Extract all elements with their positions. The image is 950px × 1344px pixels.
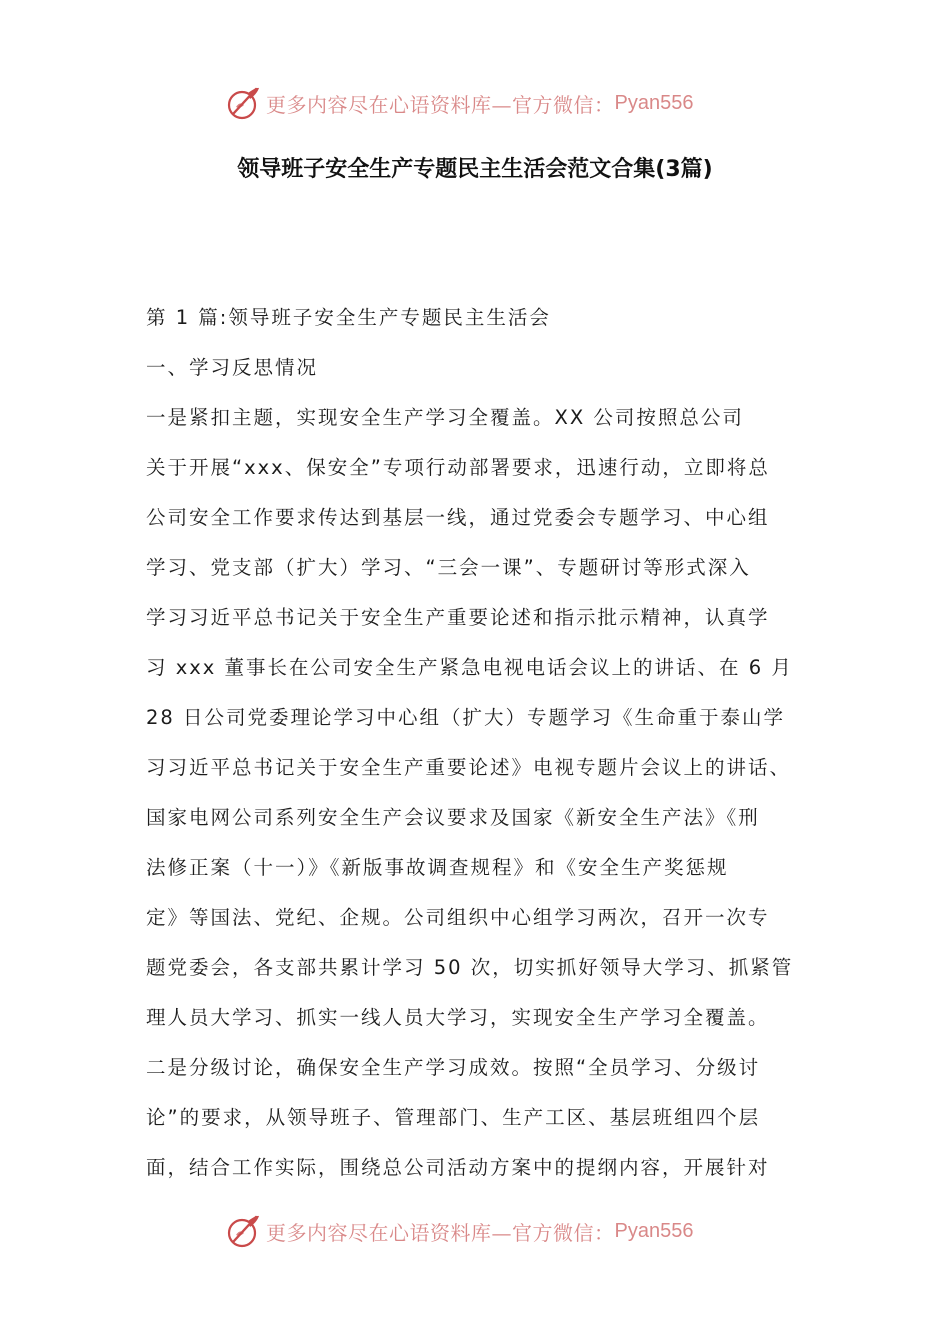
body-line: 定》等国法、党纪、企规。公司组织中心组学习两次，召开一次专 <box>146 906 770 929</box>
body-line: 习 xxx 董事长在公司安全生产紧急电视电话会议上的讲话、在 6 月 <box>146 656 793 679</box>
body-line: 关于开展“xxx、保安全”专项行动部署要求，迅速行动，立即将总 <box>146 456 770 479</box>
quill-logo-icon <box>226 1213 262 1249</box>
watermark-brand: Pyan556 <box>614 91 694 114</box>
quill-logo-icon <box>226 85 262 121</box>
header-watermark <box>226 83 693 123</box>
body-line: 学习、党支部（扩大）学习、“三会一课”、专题研讨等形式深入 <box>146 556 751 579</box>
watermark-brand: Pyan556 <box>614 1219 694 1242</box>
document-body <box>146 296 816 1196</box>
body-line: 题党委会，各支部共累计学习 50 次，切实抓好领导大学习、抓紧管 <box>146 956 794 979</box>
body-line: 第 1 篇:领导班子安全生产专题民主生活会 <box>146 306 551 329</box>
body-line: 一是紧扣主题，实现安全生产学习全覆盖。XX 公司按照总公司 <box>146 406 744 429</box>
watermark-text: 更多内容尽在心语资料库—官方微信： <box>266 1220 615 1245</box>
body-line: 国家电网公司系列安全生产会议要求及国家《新安全生产法》《刑 <box>146 806 760 829</box>
body-line: 理人员大学习、抓实一线人员大学习，实现安全生产学习全覆盖。 <box>146 1006 770 1029</box>
body-line: 二是分级讨论，确保安全生产学习成效。按照“全员学习、分级讨 <box>146 1056 761 1079</box>
body-line: 面，结合工作实际，围绕总公司活动方案中的提纲内容，开展针对 <box>146 1156 770 1179</box>
body-line: 法修正案（十一）》《新版事故调查规程》和《安全生产奖惩规 <box>146 856 729 879</box>
body-line: 一、学习反思情况 <box>146 356 319 379</box>
body-line: 28 日公司党委理论学习中心组（扩大）专题学习《生命重于泰山学 <box>146 706 786 729</box>
body-line: 学习习近平总书记关于安全生产重要论述和指示批示精神，认真学 <box>146 606 770 629</box>
body-line: 公司安全工作要求传达到基层一线，通过党委会专题学习、中心组 <box>146 506 770 529</box>
body-line: 习习近平总书记关于安全生产重要论述》电视专题片会议上的讲话、 <box>146 756 792 779</box>
footer-watermark <box>226 1211 693 1251</box>
body-line: 论”的要求，从领导班子、管理部门、生产工区、基层班组四个层 <box>146 1106 761 1129</box>
document-title: 领导班子安全生产专题民主生活会范文合集(3篇) <box>237 157 713 182</box>
watermark-text: 更多内容尽在心语资料库—官方微信： <box>266 92 615 117</box>
